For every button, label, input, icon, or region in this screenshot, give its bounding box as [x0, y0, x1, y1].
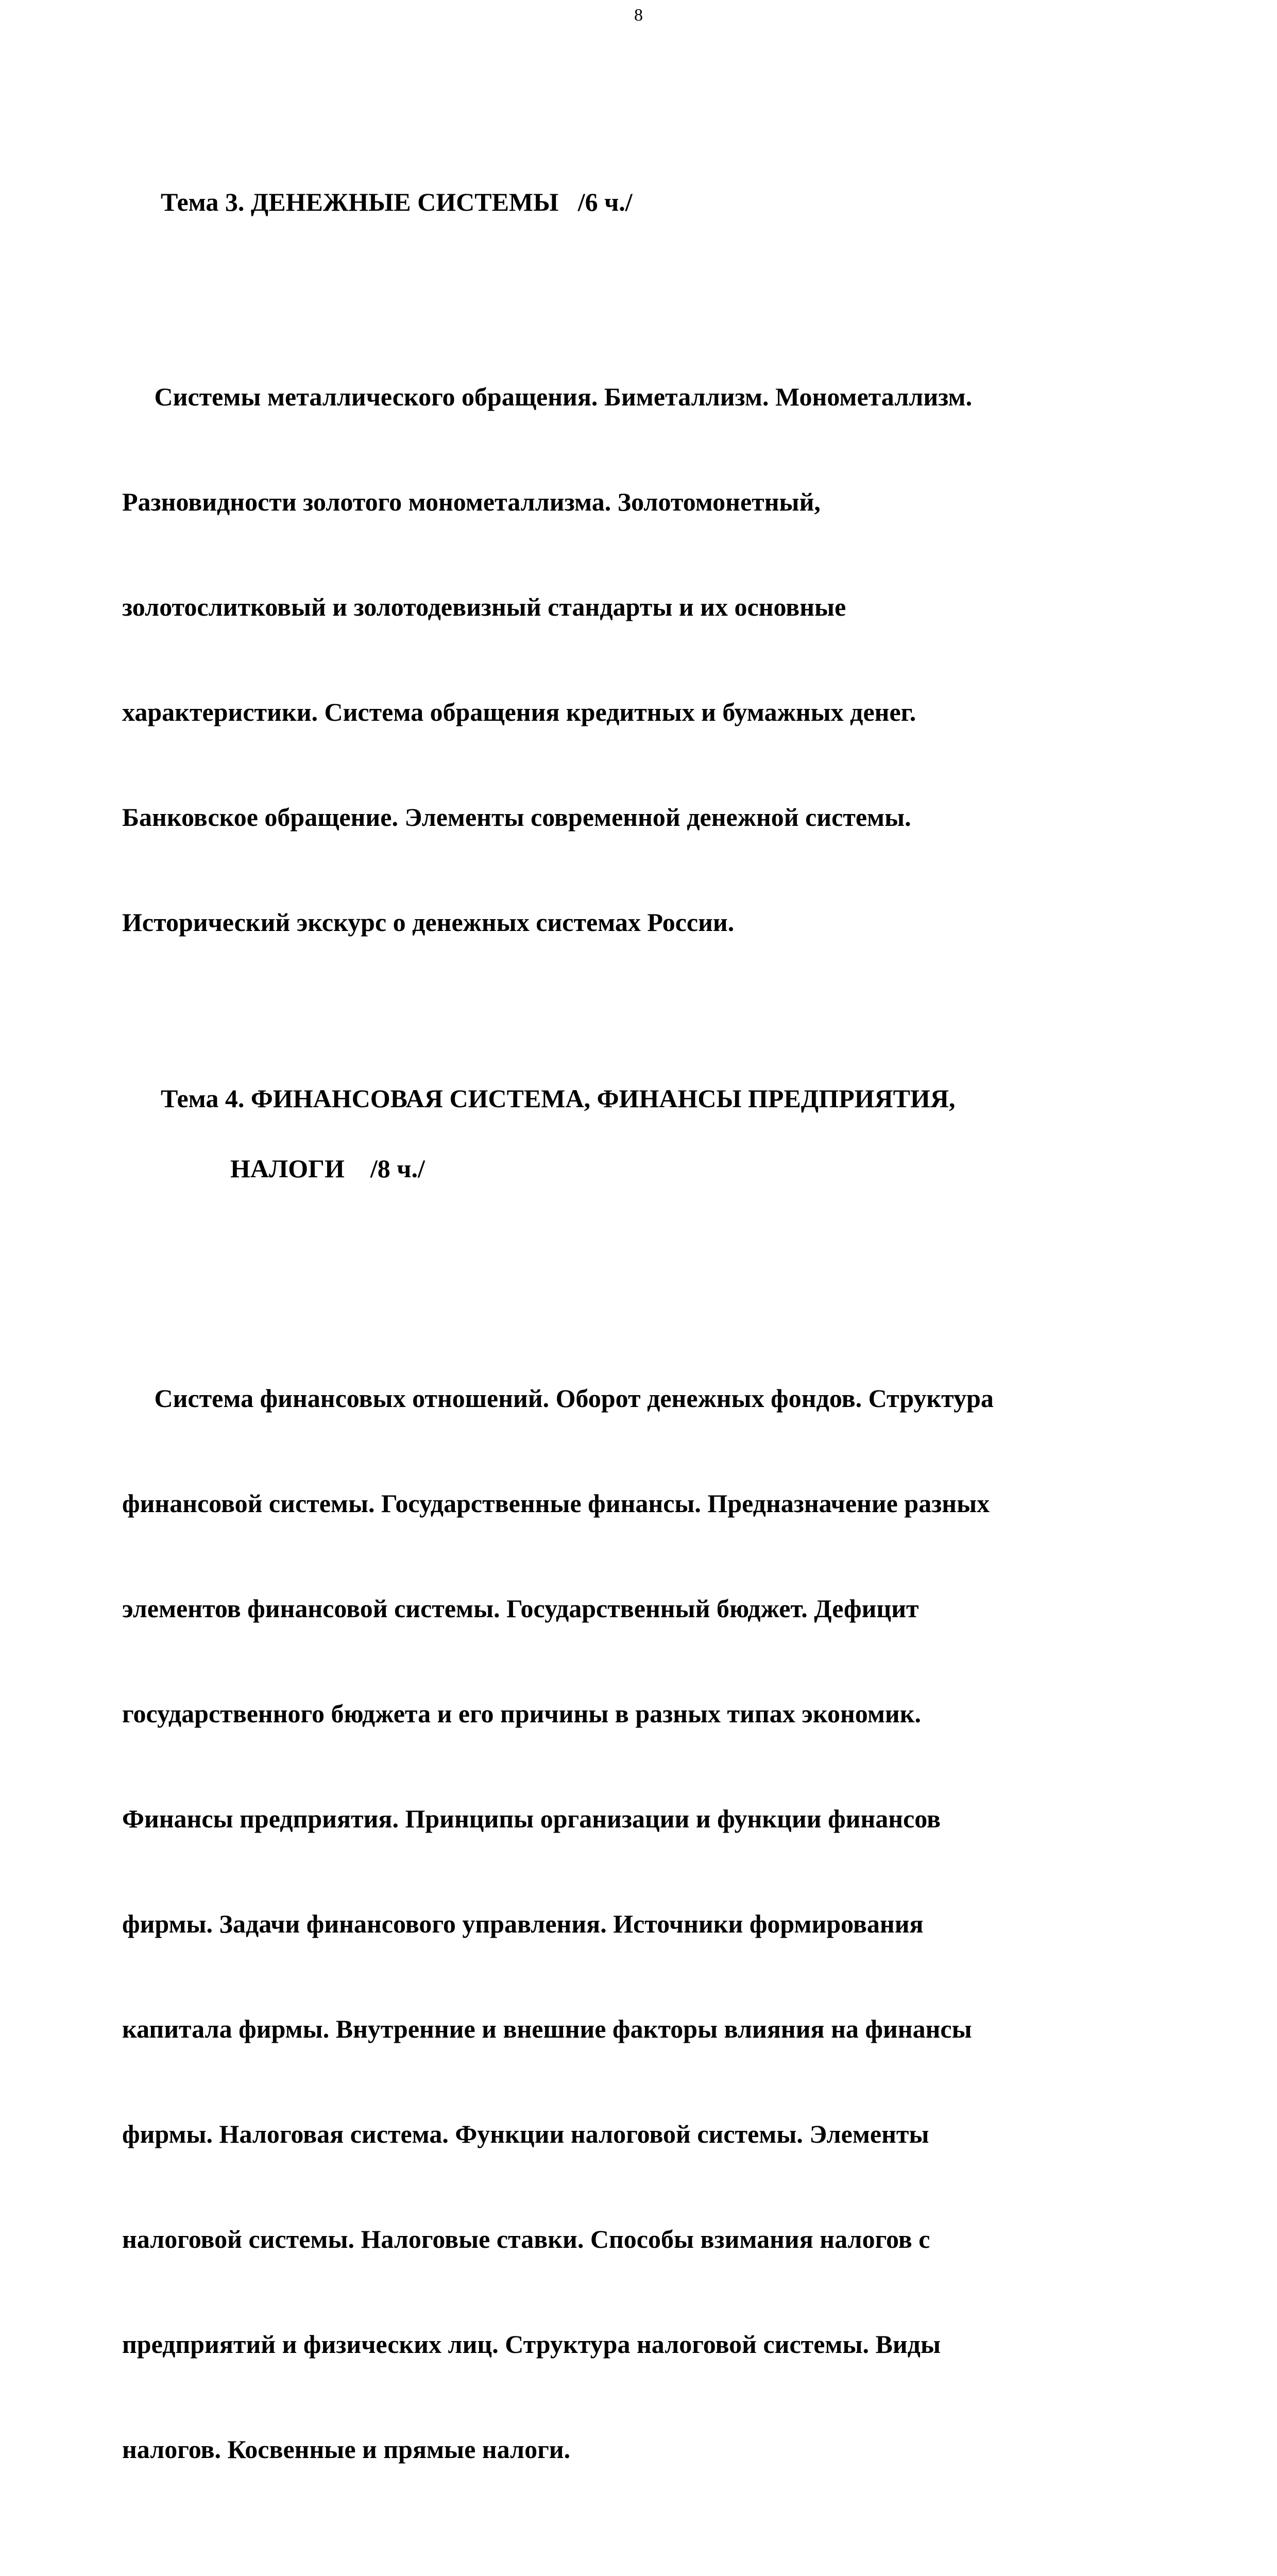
paragraph-line: Финансы предприятия. Принципы организации и функции финансов	[122, 1804, 941, 1833]
section-heading	[122, 1046, 1199, 1256]
heading-line-continued: НАЛОГИ /8 ч./	[230, 1154, 425, 1183]
section-paragraph	[122, 1311, 1199, 2537]
page-number: 8	[634, 6, 643, 25]
paragraph-line: Системы металлического обращения. Биметаллизм. Монометаллизм.	[122, 382, 973, 411]
document-body	[122, 149, 1199, 2576]
paragraph-line: фирмы. Налоговая система. Функции налоговой системы. Элементы	[122, 2120, 929, 2148]
paragraph-line: Банковское обращение. Элементы современной денежной системы.	[122, 803, 911, 832]
paragraph-line: характеристики. Система обращения кредитных и бумажных денег.	[122, 698, 916, 726]
heading-line: Тема 4. ФИНАНСОВАЯ СИСТЕМА, ФИНАНСЫ ПРЕДПРИЯТИЯ,	[161, 1084, 956, 1113]
section-heading	[122, 2573, 1199, 2576]
section-topic-3	[122, 149, 1199, 1046]
paragraph-line: Исторический экскурс о денежных системах России.	[122, 908, 735, 937]
paragraph-line: государственного бюджета и его причины в разных типах экономик.	[122, 1699, 922, 1728]
section-heading	[122, 149, 1199, 255]
section-topic-5	[122, 2573, 1199, 2576]
paragraph-line: капитала фирмы. Внутренние и внешние факторы влияния на финансы	[122, 2014, 972, 2043]
paragraph-line: фирмы. Задачи финансового управления. Источники формирования	[122, 1909, 924, 1938]
section-paragraph	[122, 309, 1199, 1010]
section-topic-4	[122, 1046, 1199, 2573]
paragraph-line: Разновидности золотого монометаллизма. Золотомонетный,	[122, 487, 821, 516]
heading-line: Тема 3. ДЕНЕЖНЫЕ СИСТЕМЫ /6 ч./	[161, 188, 633, 216]
paragraph-line: налогов. Косвенные и прямые налоги.	[122, 2435, 571, 2464]
paragraph-line: Система финансовых отношений. Оборот денежных фондов. Структура	[122, 1384, 994, 1413]
paragraph-line: финансовой системы. Государственные финансы. Предназначение разных	[122, 1489, 990, 1518]
paragraph-line: элементов финансовой системы. Государственный бюджет. Дефицит	[122, 1594, 919, 1623]
paragraph-line: предприятий и физических лиц. Структура налоговой системы. Виды	[122, 2330, 941, 2359]
paragraph-line: золотослитковый и золотодевизный стандарты и их основные	[122, 592, 846, 621]
paragraph-line: налоговой системы. Налоговые ставки. Способы взимания налогов с	[122, 2225, 930, 2253]
